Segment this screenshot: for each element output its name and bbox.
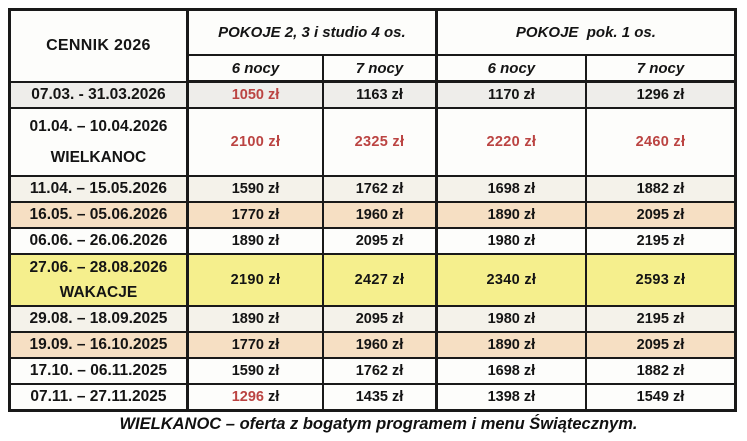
price-cell: 2100 zł (187, 108, 323, 176)
price-cell: 1163 zł (323, 82, 436, 109)
price-cell: 1890 zł (187, 306, 323, 332)
price-cell: 2460 zł (586, 108, 736, 176)
table-row (10, 384, 736, 411)
nights-header-6-single: 6 nocy (436, 55, 586, 82)
season-label: WIELKANOC (50, 148, 147, 166)
date-cell: 16.05. – 05.06.2026 (10, 202, 188, 228)
date-cell: 11.04. – 15.05.2026 (10, 176, 188, 202)
date-cell: 07.03. - 31.03.2026 (10, 82, 188, 109)
date-cell: 19.09. – 16.10.2025 (10, 332, 188, 358)
date-range: 27.06. – 28.08.2026 (29, 258, 168, 276)
table-row (10, 228, 736, 254)
table-row (10, 82, 736, 109)
price-cell: 1590 zł (187, 358, 323, 384)
price-cell: 1890 zł (187, 228, 323, 254)
date-cell: 06.06. – 26.06.2026 (10, 228, 188, 254)
price-cell: 2195 zł (586, 228, 736, 254)
price-cell: 1960 zł (323, 332, 436, 358)
date-cell: 07.11. – 27.11.2025 (10, 384, 188, 411)
price-cell: 1882 zł (586, 358, 736, 384)
price-cell: 1770 zł (187, 202, 323, 228)
price-cell: 1435 zł (323, 384, 436, 411)
date-cell: 29.08. – 18.09.2025 (10, 306, 188, 332)
table-row-holidays (10, 254, 736, 306)
nights-header-6-multi: 6 nocy (187, 55, 323, 82)
price-cell: 2190 zł (187, 254, 323, 306)
table-row (10, 176, 736, 202)
price-cell: 1398 zł (436, 384, 586, 411)
price-cell: 2220 zł (436, 108, 586, 176)
room-group-header-multi: POKOJE 2, 3 i studio 4 os. (187, 10, 436, 56)
price-cell: 1890 zł (436, 332, 586, 358)
price-cell: 2095 zł (586, 202, 736, 228)
nights-header-7-single: 7 nocy (586, 55, 736, 82)
price-currency: zł (268, 389, 280, 405)
price-cell (187, 384, 323, 411)
price-cell: 1762 zł (323, 358, 436, 384)
price-cell: 1590 zł (187, 176, 323, 202)
price-cell: 2095 zł (586, 332, 736, 358)
price-cell: 1698 zł (436, 358, 586, 384)
price-cell: 1296 zł (586, 82, 736, 109)
table-row (10, 358, 736, 384)
price-cell: 1980 zł (436, 228, 586, 254)
price-cell: 1770 zł (187, 332, 323, 358)
date-cell (10, 254, 188, 306)
price-number-highlight: 1296 (231, 389, 264, 405)
price-table (8, 8, 737, 412)
price-cell: 2593 zł (586, 254, 736, 306)
room-group-header-single: POKOJE pok. 1 os. (436, 10, 735, 56)
table-row-easter (10, 108, 736, 176)
season-label: WAKACJE (59, 283, 138, 301)
price-cell: 1050 zł (187, 82, 323, 109)
price-cell: 1170 zł (436, 82, 586, 109)
nights-header-7-multi: 7 nocy (323, 55, 436, 82)
price-cell: 2095 zł (323, 228, 436, 254)
price-list-title: CENNIK 2026 (10, 10, 188, 82)
price-cell: 1698 zł (436, 176, 586, 202)
price-cell: 2195 zł (586, 306, 736, 332)
price-cell: 1980 zł (436, 306, 586, 332)
price-cell: 2325 zł (323, 108, 436, 176)
price-cell: 1882 zł (586, 176, 736, 202)
table-row (10, 306, 736, 332)
table-row (10, 332, 736, 358)
price-cell: 1960 zł (323, 202, 436, 228)
table-row (10, 202, 736, 228)
price-cell: 2095 zł (323, 306, 436, 332)
price-cell: 2340 zł (436, 254, 586, 306)
price-cell: 2427 zł (323, 254, 436, 306)
price-cell: 1890 zł (436, 202, 586, 228)
date-range: 01.04. – 10.04.2026 (29, 117, 168, 135)
price-cell: 1549 zł (586, 384, 736, 411)
date-cell: 17.10. – 06.11.2025 (10, 358, 188, 384)
date-cell (10, 108, 188, 176)
price-cell: 1762 zł (323, 176, 436, 202)
footer-note: WIELKANOC – oferta z bogatym programem i menu Świątecznym. (119, 415, 638, 433)
